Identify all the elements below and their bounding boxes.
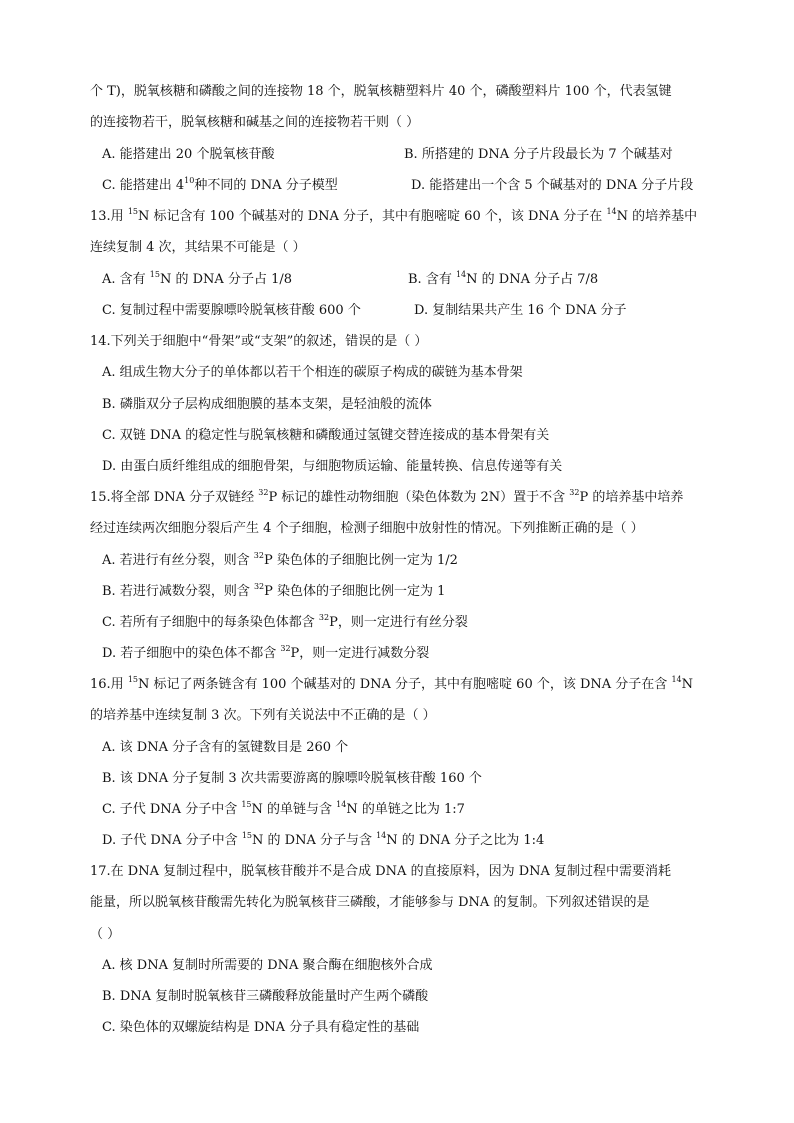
q17-stem-line2: 能量，所以脱氧核苷酸需先转化为脱氧核苷三磷酸，才能够参与 DNA 的复制。下列叙述错误的是: [90, 895, 650, 910]
q13-stem-line2: 连续复制 4 次，其结果不可能是（ ）: [90, 240, 306, 255]
q16-option-c: C. 子代 DNA 分子中含 $^{15}$N 的单链与含 $^{14}$N 的单链之比为 1:7: [102, 799, 465, 817]
q16-option-a: A. 该 DNA 分子含有的氢键数目是 260 个: [102, 740, 349, 755]
q13-stem-line1: 13.用 $^{15}$N 标记含有 100 个碱基对的 DNA 分子，其中有胞嘧啶 60 个，该 DNA 分子在 $^{14}$N 的培养基中: [90, 206, 698, 224]
q13-option-c: C. 复制过程中需要腺嘌呤脱氧核苷酸 600 个: [102, 303, 361, 318]
q14-option-a: A. 组成生物大分子的单体都以若干个相连的碳原子构成的碳链为基本骨架: [102, 365, 523, 380]
q12-option-c: C. 能搭建出 $4^{10}$种不同的 DNA 分子模型: [102, 175, 338, 193]
q15-option-a: A. 若进行有丝分裂，则含 $^{32}$P 染色体的子细胞比例一定为 1/2: [102, 550, 458, 568]
q17-option-a: A. 核 DNA 复制时所需要的 DNA 聚合酶在细胞核外合成: [102, 958, 433, 973]
q12-option-b: B. 所搭建的 DNA 分子片段最长为 7 个碱基对: [404, 147, 673, 162]
q15-option-b: B. 若进行减数分裂，则含 $^{32}$P 染色体的子细胞比例一定为 1: [102, 581, 446, 599]
q16-option-d: D. 子代 DNA 分子中含 $^{15}$N 的 DNA 分子与含 $^{14}$N 的 DNA 分子之比为 1:4: [102, 830, 545, 848]
q15-stem-line1: 15.将全部 DNA 分子双链经 $^{32}$P 标记的雄性动物细胞（染色体数为 2N）置于不含 $^{32}$P 的培养基中培养: [90, 487, 684, 505]
q17-option-c: C. 染色体的双螺旋结构是 DNA 分子具有稳定性的基础: [102, 1020, 420, 1035]
q14-option-c: C. 双链 DNA 的稳定性与脱氧核糖和磷酸通过氢键交替连接成的基本骨架有关: [102, 428, 550, 443]
q15-stem-line2: 经过连续两次细胞分裂后产生 4 个子细胞，检测子细胞中放射性的情况。下列推断正确的是（ ）: [90, 521, 644, 536]
q17-stem-line1: 17.在 DNA 复制过程中，脱氧核苷酸并不是合成 DNA 的直接原料，因为 DNA 复制过程中需要消耗: [90, 864, 672, 879]
q17-option-b: B. DNA 复制时脱氧核苷三磷酸释放能量时产生两个磷酸: [102, 989, 429, 1004]
q12-stem-line1: 个 T)，脱氧核糖和磷酸之间的连接物 18 个，脱氧核糖塑料片 40 个，磷酸塑料片 100 个，代表氢键: [90, 84, 672, 99]
q16-stem-line2: 的培养基中连续复制 3 次。下列有关说法中不正确的是（ ）: [90, 708, 436, 723]
q12-option-a: A. 能搭建出 20 个脱氧核苷酸: [102, 147, 275, 162]
q13-option-a: A. 含有 $^{15}$N 的 DNA 分子占 1/8: [102, 269, 292, 287]
q16-option-b: B. 该 DNA 分子复制 3 次共需要游离的腺嘌呤脱氧核苷酸 160 个: [102, 771, 482, 786]
q16-stem-line1: 16.用 $^{15}$N 标记了两条链含有 100 个碱基对的 DNA 分子，其中有胞嘧啶 60 个，该 DNA 分子在含 $^{14}$N: [90, 674, 693, 692]
q12-stem-line2: 的连接物若干，脱氧核糖和碱基之间的连接物若干则（ ）: [90, 115, 420, 130]
q13-option-b: B. 含有 $^{14}$N 的 DNA 分子占 7/8: [408, 269, 599, 287]
q17-stem-line3: （ ）: [90, 927, 121, 942]
q14-option-b: B. 磷脂双分子层构成细胞膜的基本支架，是轻油般的流体: [102, 397, 432, 412]
q14-option-d: D. 由蛋白质纤维组成的细胞骨架，与细胞物质运输、能量转换、信息传递等有关: [102, 459, 563, 474]
q15-option-d: D. 若子细胞中的染色体不都含 $^{32}$P，则一定进行减数分裂: [102, 643, 430, 661]
q12-option-d: D. 能搭建出一个含 5 个碱基对的 DNA 分子片段: [411, 178, 694, 193]
q13-option-d: D. 复制结果共产生 16 个 DNA 分子: [414, 303, 627, 318]
q15-option-c: C. 若所有子细胞中的每条染色体都含 $^{32}$P，则一定进行有丝分裂: [102, 612, 468, 630]
q14-stem: 14.下列关于细胞中“骨架”或“支架”的叙述，错误的是（ ）: [90, 334, 428, 349]
